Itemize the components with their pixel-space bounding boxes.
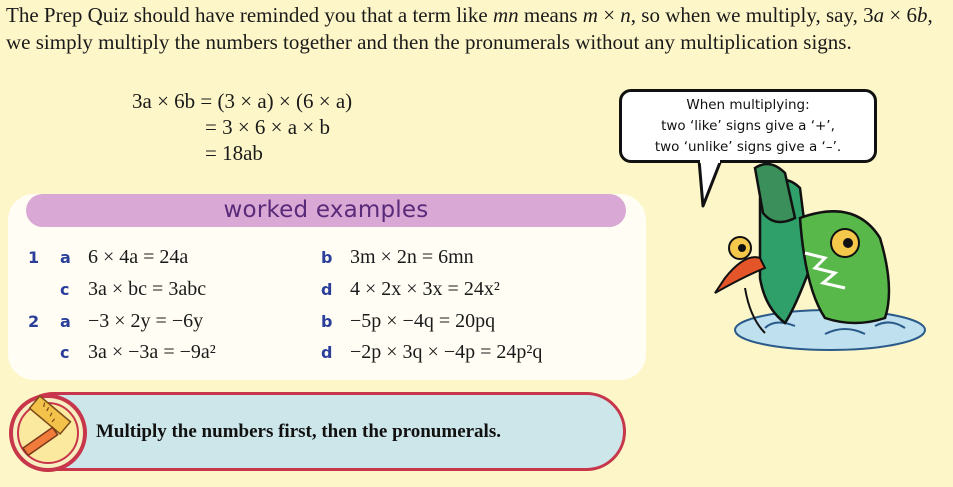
example-expression: 3a × bc = 3abc — [88, 278, 207, 300]
example-expression: −5p × −4q = 20pq — [350, 310, 496, 332]
example-expression: 6 × 4a = 24a — [88, 246, 189, 268]
example-label: b — [321, 312, 333, 331]
speech-bubble-line-3: two ‘unlike’ signs give a ‘–’. — [654, 139, 842, 155]
example-label: a — [60, 312, 71, 331]
example-expression: 4 × 2x × 3x = 24x² — [350, 278, 500, 300]
derivation — [132, 88, 352, 166]
example-expression: −3 × 2y = −6y — [88, 310, 204, 332]
example-label: c — [60, 280, 70, 299]
speech-bubble — [619, 89, 877, 163]
intro-paragraph: The Prep Quiz should have reminded you that a term like mn means m × n, so when we multiply, say, 3a × 6b, we simply multiply the numbers together and then the pronumerals without any multiplication signs. — [6, 3, 933, 54]
speech-bubble-line-2: two ‘like’ signs give a ‘+’, — [661, 118, 835, 134]
derivation-line-1: 3a × 6b = (3 × a) × (6 × a) — [132, 89, 353, 113]
example-label: d — [321, 280, 333, 299]
derivation-line-3: = 18ab — [205, 141, 263, 165]
example-number: 2 — [28, 312, 40, 331]
example-expression: −2p × 3q × −4p = 24p²q — [350, 341, 543, 363]
example-expression: 3m × 2n = 6mn — [350, 246, 474, 268]
example-label: b — [321, 248, 333, 267]
crocodile-illustration — [705, 158, 950, 358]
tip-text: Multiply the numbers first, then the pronumerals. — [96, 421, 501, 442]
example-label: c — [60, 343, 70, 362]
example-expression: 3a × −3a = −9a² — [88, 341, 216, 363]
ruler-pencil-icon — [8, 393, 88, 473]
example-label: d — [321, 343, 333, 362]
speech-bubble-line-1: When multiplying: — [686, 97, 810, 113]
example-number: 1 — [28, 248, 40, 267]
worked-examples-title: worked examples — [26, 194, 626, 227]
example-label: a — [60, 248, 71, 267]
derivation-line-2: = 3 × 6 × a × b — [205, 115, 330, 139]
